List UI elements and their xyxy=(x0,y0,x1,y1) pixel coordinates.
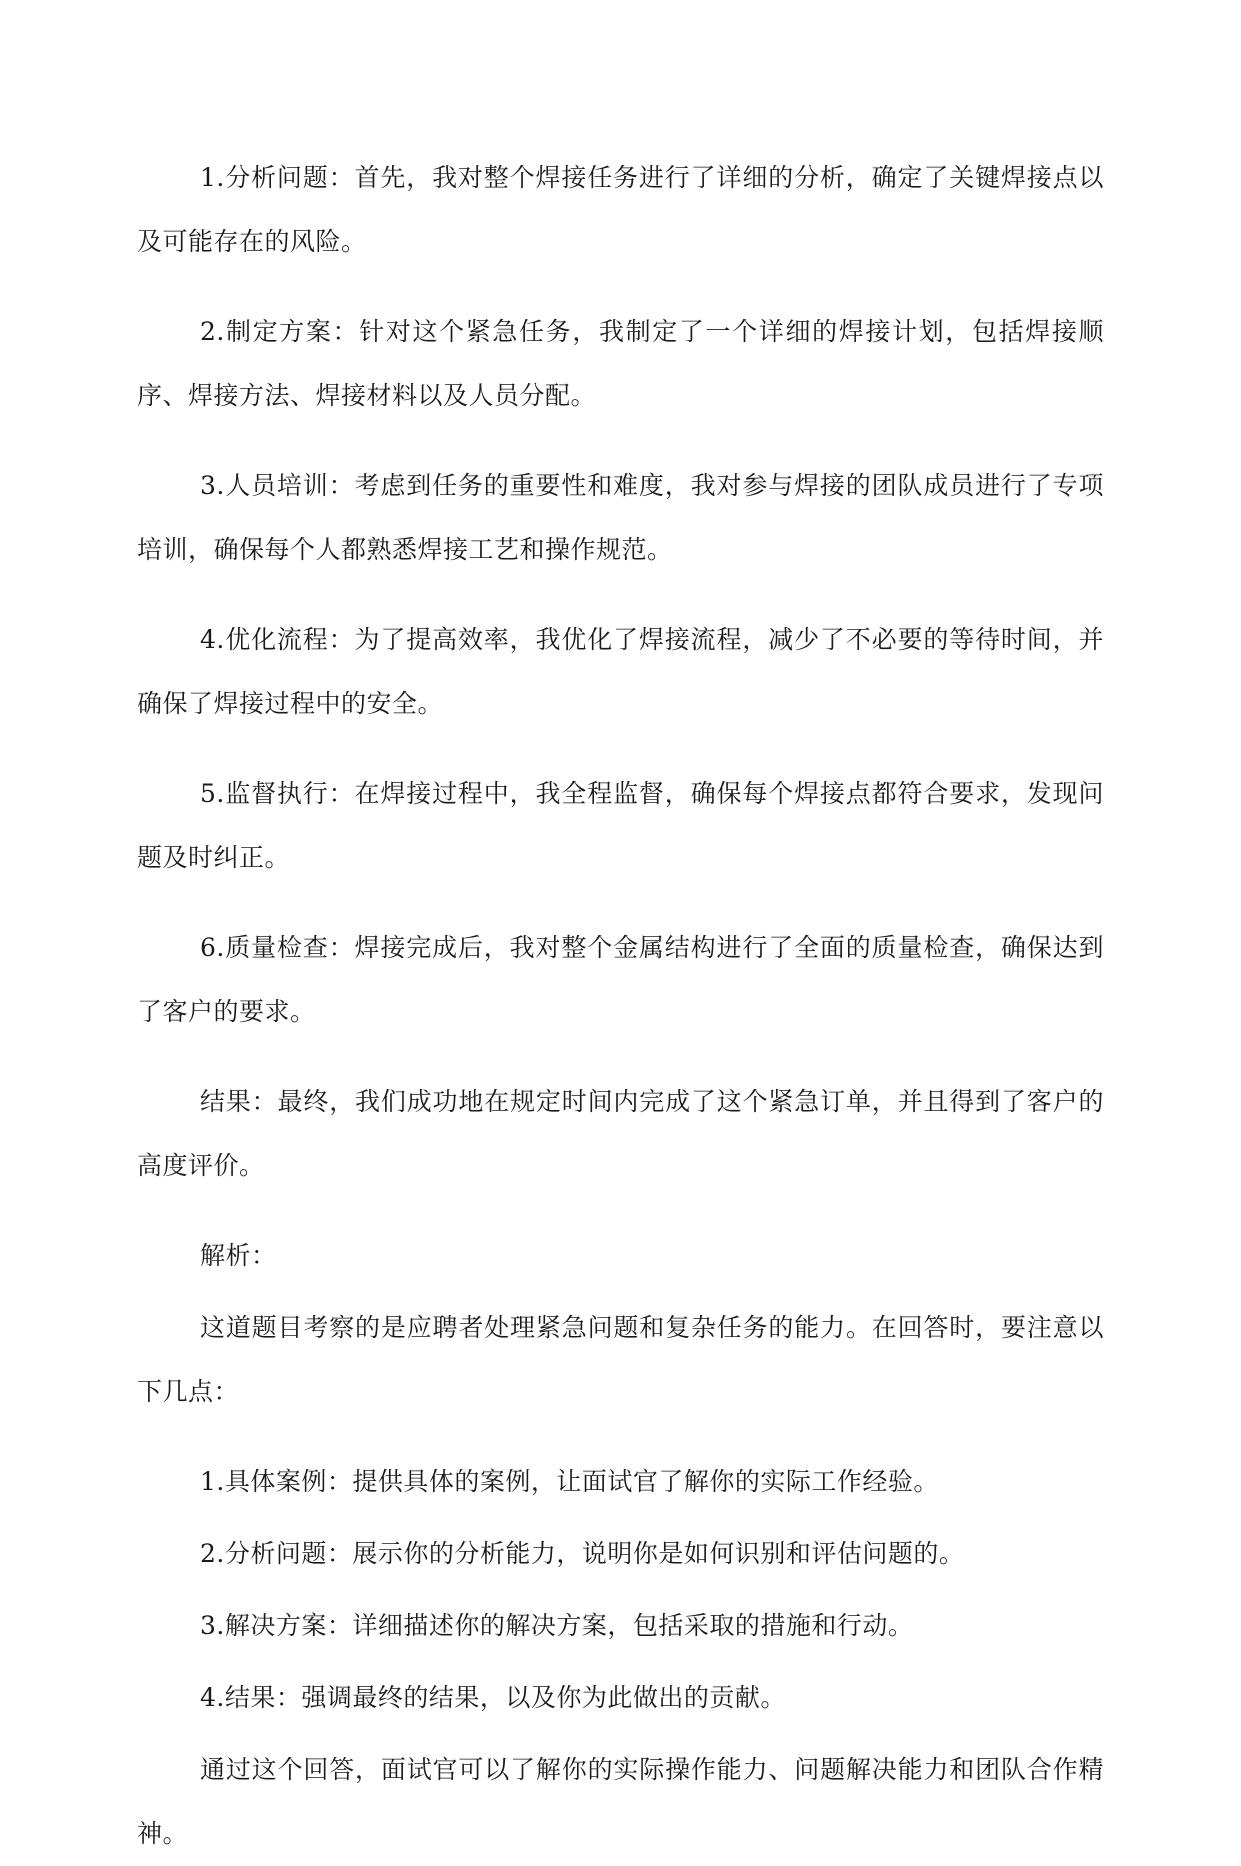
paragraph-optimize-process: 4.优化流程：为了提高效率，我优化了焊接流程，减少了不必要的等待时间，并确保了焊接过程中的安全。 xyxy=(137,625,1104,718)
paragraph-staff-training: 3.人员培训：考虑到任务的重要性和难度，我对参与焊接的团队成员进行了专项培训，确保每个人都熟悉焊接工艺和操作规范。 xyxy=(137,471,1104,564)
paragraph-make-plan: 2.制定方案：针对这个紧急任务，我制定了一个详细的焊接计划，包括焊接顺序、焊接方法、焊接材料以及人员分配。 xyxy=(137,317,1104,410)
paragraph-supervise: 5.监督执行：在焊接过程中，我全程监督，确保每个焊接点都符合要求，发现问题及时纠正。 xyxy=(137,779,1104,872)
paragraph-tip-result: 4.结果：强调最终的结果，以及你为此做出的贡献。 xyxy=(200,1683,786,1712)
paragraph-tip-analysis: 2.分析问题：展示你的分析能力，说明你是如何识别和评估问题的。 xyxy=(200,1539,965,1568)
paragraph-conclusion: 通过这个回答，面试官可以了解你的实际操作能力、问题解决能力和团队合作精神。 xyxy=(137,1755,1104,1848)
paragraph-analysis-heading: 解析： xyxy=(200,1241,277,1270)
paragraph-analysis-intro: 这道题目考察的是应聘者处理紧急问题和复杂任务的能力。在回答时，要注意以下几点： xyxy=(137,1313,1104,1406)
document-body xyxy=(137,146,1104,1866)
paragraph-analyze-problem: 1.分析问题：首先，我对整个焊接任务进行了详细的分析，确定了关键焊接点以及可能存在的风险。 xyxy=(137,163,1104,256)
paragraph-quality-check: 6.质量检查：焊接完成后，我对整个金属结构进行了全面的质量检查，确保达到了客户的要求。 xyxy=(137,933,1104,1026)
paragraph-tip-case: 1.具体案例：提供具体的案例，让面试官了解你的实际工作经验。 xyxy=(200,1467,939,1496)
paragraph-result: 结果：最终，我们成功地在规定时间内完成了这个紧急订单，并且得到了客户的高度评价。 xyxy=(137,1087,1104,1180)
paragraph-tip-solution: 3.解决方案：详细描述你的解决方案，包括采取的措施和行动。 xyxy=(200,1611,914,1640)
